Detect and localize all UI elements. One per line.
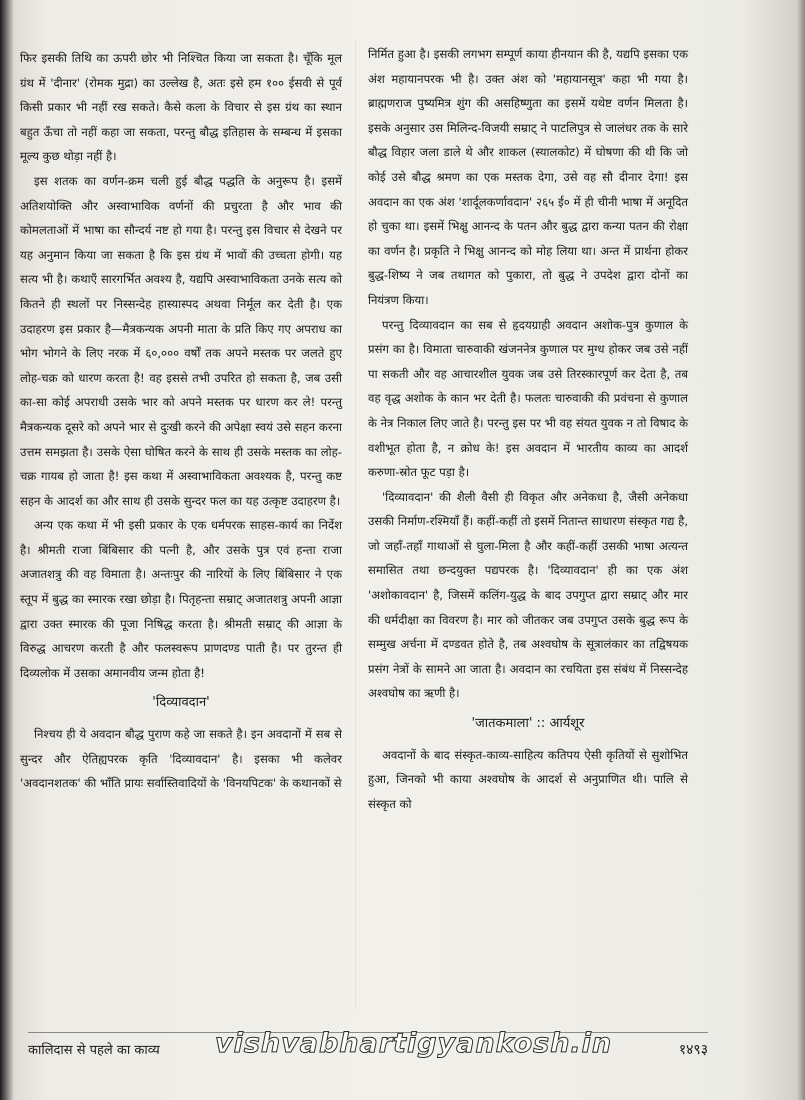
page-number: १४९३ — [678, 1042, 708, 1058]
column-gutter — [355, 40, 356, 1010]
page-edge — [797, 0, 805, 1100]
left-column — [20, 46, 342, 796]
paragraph: अवदानों के बाद संस्कृत-काव्य-साहित्य कतिपय ऐसी कृतियों से सुशोभित हुआ, जिनको भी काया अश्वघोष के आदर्श से अनुप्राणित थी। पालि से संस्कृत को — [368, 747, 688, 811]
paragraph: परन्तु दिव्यावदान का सब से हृदयग्राही अवदान अशोक-पुत्र कुणाल के प्रसंग का है। विमाता चारुवाकी खंजननेत्र कुणाल पर मुग्ध होकर जब उसे नहीं पा सकती और वह आचारशील युवक जब उसे तिरस्कारपूर्ण कर देता है, तब वह वृद्ध अशोक के कान भर देती है। फलतः चारुवाकी की प्रवंचना से कुणाल के नेत्र निकाल लिए जाते है। परन्तु इस पर भी वह संयत युवक न तो विषाद के वशीभूत होता है, न क्रोध के! इस अवदान में भारतीय काव्य का आदर्श करुणा-स्रोत फूट पड़ा है। — [368, 317, 688, 480]
section-heading: 'जातकमाला' :: आर्यशूर — [471, 716, 585, 732]
section-heading: 'दिव्यावदान' — [152, 695, 210, 711]
binding-shadow — [0, 0, 14, 1100]
paragraph: 'दिव्यावदान' की शैली वैसी ही विकृत और अनेकधा है, जैसी अनेकधा उसकी निर्माण-रश्मियाँ हैं। कहीं-कहीं तो इसमें नितान्त साधारण संस्कृत गद्य है, जो जहाँ-तहाँ गाथाओं से घुला-मिला है और कहीं-कहीं उसकी भाषा अत्यन्त समासित तथा छन्दयुक्त पद्यपरक है। 'दिव्यावदान' ही का एक अंश 'अशोकावदान' है, जिसमें कलिंग-युद्ध के बाद उपगुप्त द्वारा सम्राट् और मार की धर्मदीक्षा का विवरण है। मार को जीतकर जब उपगुप्त उसके बुद्ध रूप के सम्मुख अर्चना में दण्डवत होते है, तब अश्वघोष के सूत्रालंकार का तद्विषयक प्रसंग नेत्रों के सामने आ जाता है। अवदान का रचयिता इस संबंध में निस्सन्देह अश्वघोष का ऋणी है। — [368, 489, 689, 701]
paragraph: निश्चय ही ये अवदान बौद्ध पुराण कहे जा सकते है। इन अवदानों में सब से सुन्दर और ऐतिह्यपरक कृति 'दिव्यावदान' है। इसका भी कलेवर 'अवदानशतक' की भाँति प्रायः सर्वास्तिवादियों के 'विनयपिटक' के कथानकों से — [20, 727, 342, 791]
paragraph: फिर इसकी तिथि का ऊपरी छोर भी निश्चित किया जा सकता है। चूँकि मूल ग्रंथ में 'दीनार' (रोमक मुद्रा) का उल्लेख है, अतः इसे हम १०० ईसवी से पूर्व किसी प्रकार भी नहीं रख सकते। कैसे कला के विचार से इस ग्रंथ का स्थान बहुत ऊँचा तो नहीं कहा जा सकता, परन्तु बौद्ध इतिहास के सम्बन्ध में इसका मूल्य कुछ थोड़ा नहीं है। — [20, 51, 342, 164]
paragraph: इस शतक का वर्णन-क्रम चली हुई बौद्ध पद्धति के अनुरूप है। इसमें अतिशयोक्ति और अस्वाभाविक वर्णनों की प्रचुरता है और भाव की कोमलताओं में भाषा का सौन्दर्य नष्ट हो गया है। परन्तु इस विचार से देखने पर यह अनुमान किया जा सकता है कि इस ग्रंथ में भावों की उच्चता होगी। यह सत्य भी है। कथाएँ सारगर्भित अवश्य है, यद्यपि अस्वाभाविकता उनके सत्य को कितने ही स्थलों पर निस्सन्देह हास्यास्पद अथवा निर्मूल कर देती है। एक उदाहरण इस प्रकार है—मैत्रकन्यक अपनी माता के प्रति किए गए अपराध का भोग भोगने के लिए नरक में ६०,००० वर्षों तक अपने मस्तक पर जलते हुए लोह-चक्र को धारण करता है! वह इससे तभी उपरित हो सकता है, जब उसी का-सा कोई अपराधी उसके भार को अपने मस्तक पर धारण कर ले! परन्तु मैत्रकन्यक दूसरे को अपने भार से दुःखी करने की अपेक्षा स्वयं उसे सहन करना उत्तम समझता है। उसके ऐसा घोषित करने के साथ ही उसके मस्तक का लोह-चक्र गायब हो जाता है! इस कथा में अस्वाभाविकता अवश्यक है, परन्तु कष्ट सहन के आदर्श का और साथ ही उसके सुन्दर फल का यह उत्कृष्ट उदाहरण है। — [20, 173, 342, 508]
right-column — [368, 42, 688, 816]
site-watermark: vishvabhartigyankosh.in — [215, 1028, 613, 1059]
paragraph: अन्य एक कथा में भी इसी प्रकार के एक धर्मपरक साहस-कार्य का निर्देश है। श्रीमती राजा बिंबिसार की पत्नी है, और उसके पुत्र एवं हन्ता राजा अजातशत्रु की वह विमाता है। अन्तःपुर की नारियों के लिए बिंबिसार ने एक स्तूप में बुद्ध का स्मारक रखा छोड़ा है। पितृहन्ता सम्राट् अजातशत्रु अपनी आज्ञा द्वारा उक्त स्मारक की पूजा निषिद्ध करता है। श्रीमती सम्राट् की आज्ञा के विरुद्ध आचरण करती है और फलस्वरूप प्राणदण्ड पाती है। पर तुरन्त ही दिव्यलोक में उसका अमानवीय जन्म होता है! — [20, 518, 342, 680]
paragraph: निर्मित हुआ है। इसकी लगभग सम्पूर्ण काया हीनयान की है, यद्यपि इसका एक अंश महायानपरक भी है। उक्त अंश को 'महायानसूत्र' कहा भी गया है। ब्राह्मणराज पुष्यमित्र शुंग की असहिष्णुता का इसमें यथेष्ट वर्णन मिलता है। इसके अनुसार उस मिलिन्द-विजयी सम्राट् ने पाटलिपुत्र से जालंधर तक के सारे बौद्ध विहार जला डाले थे और शाकल (स्यालकोट) में घोषणा की थी कि जो कोई उसे बौद्ध श्रमण का एक मस्तक देगा, उसे वह सौ दीनार देगा! इस अवदान का एक अंश 'शार्दूलकर्णावदान' २६५ ई० में ही चीनी भाषा में अनूदित हो चुका था। इसमें भिक्षु आनन्द के पतन और बुद्ध द्वारा कन्या पतन की रोक्षा का वर्णन है। प्रकृति ने भिक्षु आनन्द को मोह लिया था। अन्त में प्रार्थना होकर बुद्ध-शिष्य ने जब तथागत को पुकारा, तो बुद्ध ने उपदेश द्वारा दोनों का नियंत्रण किया। — [368, 47, 688, 307]
running-footer-title: कालिदास से पहले का काव्य — [28, 1043, 160, 1058]
